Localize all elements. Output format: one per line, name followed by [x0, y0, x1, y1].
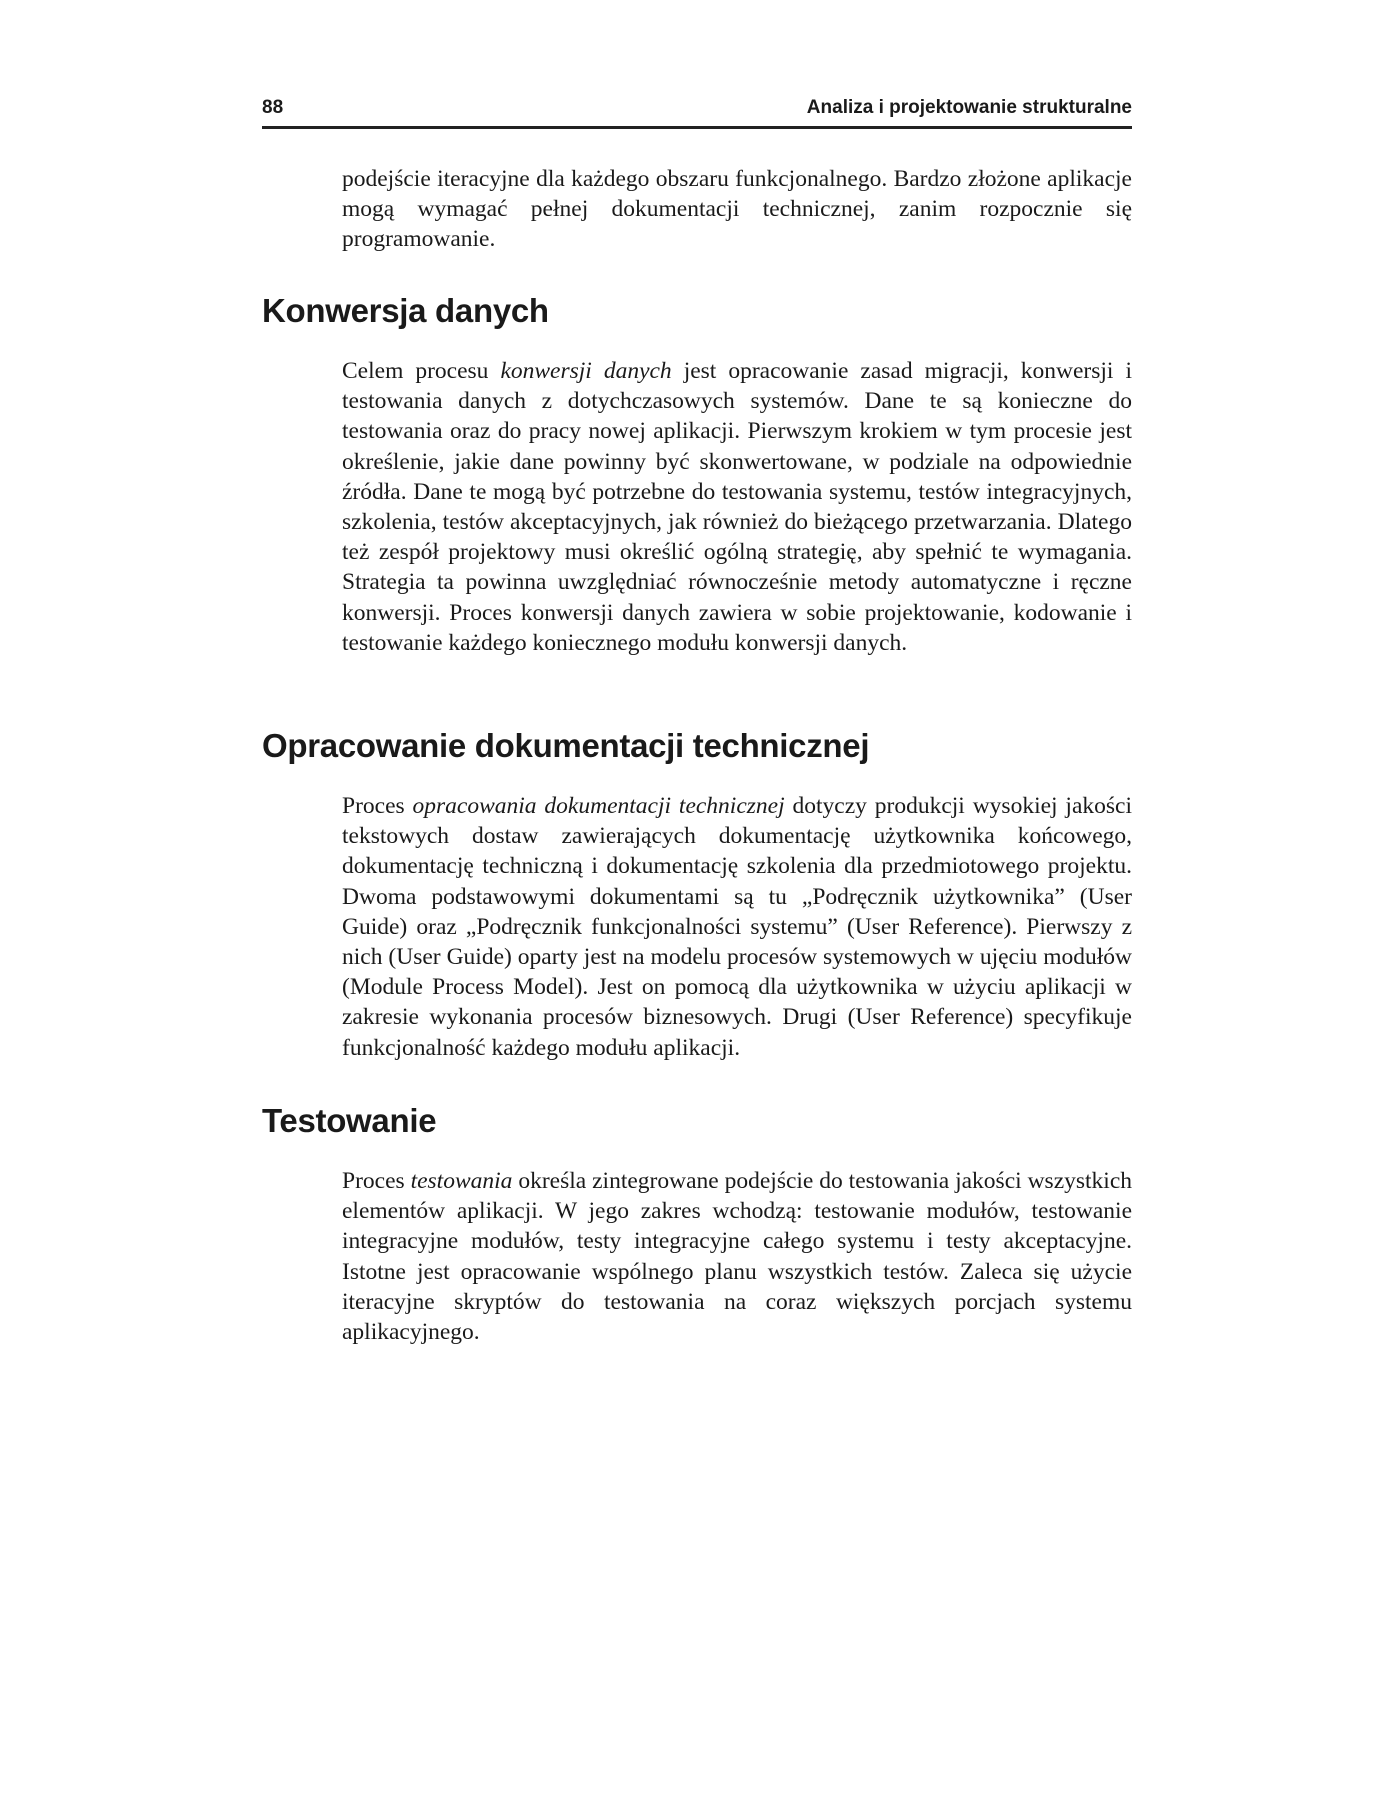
section-paragraph-testowanie	[342, 1166, 1132, 1347]
running-title: Analiza i projektowanie strukturalne	[806, 97, 1132, 118]
section-paragraph-dokumentacja	[342, 791, 1132, 1063]
italic-term: konwersji danych	[500, 358, 672, 384]
paragraph-rest: dotyczy produkcji wysokiej jakości tekstowych dostaw zawierających dokumentację użytkownika końcowego, dokumentację techniczną i dokumentację szkolenia dla przedmiotowego projektu. Dwoma podstawowymi dokumentami są tu „Podręcznik użytkownika” (User Guide) oraz „Podręcznik funkcjonalności systemu” (User Reference). Pierwszy z nich (User Guide) oparty jest na modelu procesów systemowych w ujęciu modułów (Module Process Model). Jest on pomocą dla użytkownika w użyciu aplikacji w zakresie wykonania procesów biznesowych. Drugi (User Reference) specyfikuje funkcjonalność każdego modułu aplikacji.	[342, 793, 1132, 1061]
section-heading-dokumentacja: Opracowanie dokumentacji technicznej	[262, 727, 870, 764]
paragraph-lead: Proces	[342, 1168, 411, 1194]
paragraph-lead: Celem procesu	[342, 358, 501, 384]
italic-term: testowania	[410, 1168, 513, 1194]
page-number: 88	[262, 97, 284, 118]
section-heading-testowanie: Testowanie	[262, 1102, 437, 1139]
section-paragraph-konwersja	[342, 356, 1132, 658]
running-head	[262, 94, 1132, 129]
paragraph-lead: Proces	[342, 793, 413, 819]
intro-paragraph: podejście iteracyjne dla każdego obszaru funkcjonalnego. Bardzo złożone aplikacje mogą wymagać pełnej dokumentacji technicznej, zanim rozpocznie się programowanie.	[342, 166, 1132, 253]
italic-term: opracowania dokumentacji technicznej	[412, 793, 785, 819]
paragraph-rest: jest opracowanie zasad migracji, konwersji i testowania danych z dotychczasowych systemów. Dane te są konieczne do testowania oraz do pracy nowej aplikacji. Pierwszym krokiem w tym procesie jest określenie, jakie dane powinny być skonwertowane, w podziale na odpowiednie źródła. Dane te mogą być potrzebne do testowania systemu, testów integracyjnych, szkolenia, testów akceptacyjnych, jak również do bieżącego przetwarzania. Dlatego też zespół projektowy musi określić ogólną strategię, aby spełnić te wymagania. Strategia ta powinna uwzględniać równocześnie metody automatyczne i ręczne konwersji. Proces konwersji danych zawiera w sobie projektowanie, kodowanie i testowanie każdego koniecznego modułu konwersji danych.	[342, 358, 1132, 656]
paragraph-rest: określa zintegrowane podejście do testowania jakości wszystkich elementów aplikacji. W jego zakres wchodzą: testowanie modułów, testowanie integracyjne modułów, testy integracyjne całego systemu i testy akceptacyjne. Istotne jest opracowanie wspólnego planu wszystkich testów. Zaleca się użycie iteracyjne skryptów do testowania na coraz większych porcjach systemu aplikacyjnego.	[342, 1168, 1133, 1346]
section-heading-konwersja: Konwersja danych	[262, 292, 549, 329]
